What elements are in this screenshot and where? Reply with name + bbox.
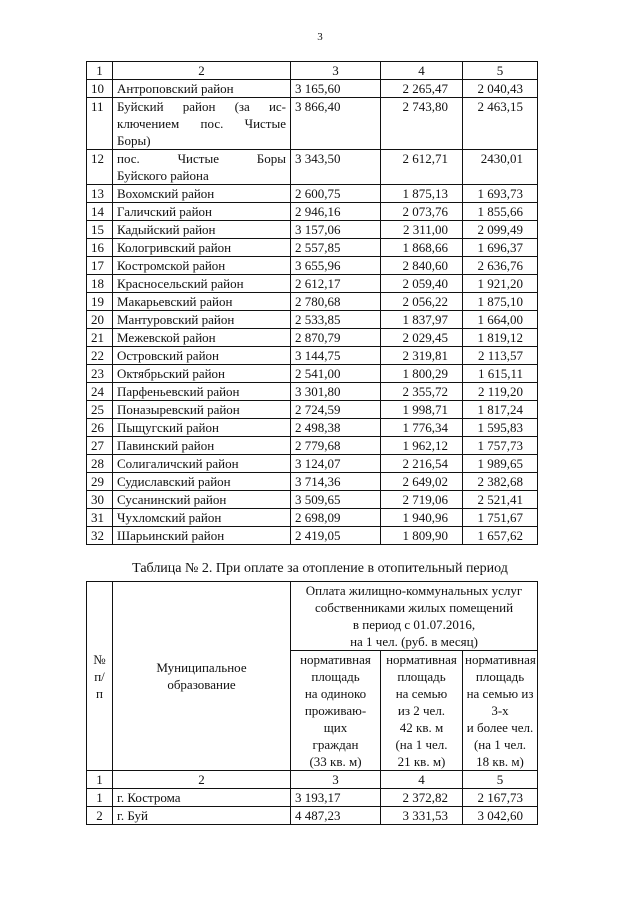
municipality-name: Парфеньевский район — [113, 383, 291, 401]
value-two-person: 2 612,71 — [381, 150, 463, 185]
header-three-plus — [463, 651, 538, 771]
value-three-plus: 2 119,20 — [463, 383, 538, 401]
value-single: 2 541,00 — [291, 365, 381, 383]
cell-line: Боры) — [117, 133, 151, 148]
value-three-plus: 1 751,67 — [463, 509, 538, 527]
table-row — [87, 275, 538, 293]
value-two-person: 1 800,29 — [381, 365, 463, 383]
header-two-person — [381, 651, 463, 771]
row-number: 12 — [87, 150, 113, 185]
row-number: 27 — [87, 437, 113, 455]
value-two-person: 1 868,66 — [381, 239, 463, 257]
value-two-person: 1 809,90 — [381, 527, 463, 545]
row-number: 10 — [87, 80, 113, 98]
value-two-person: 2 649,02 — [381, 473, 463, 491]
cell-line: на одиноко — [304, 686, 367, 701]
row-number: 31 — [87, 509, 113, 527]
cell-line: 18 кв. м) — [476, 754, 524, 769]
column-number: 1 — [87, 62, 113, 80]
value-three-plus: 1 757,73 — [463, 437, 538, 455]
value-two-person: 2 372,82 — [381, 789, 463, 807]
row-number: 11 — [87, 98, 113, 150]
column-number: 2 — [113, 62, 291, 80]
value-single: 2 698,09 — [291, 509, 381, 527]
value-single: 2 870,79 — [291, 329, 381, 347]
table-row — [87, 455, 538, 473]
cell-line: Оплата жилищно-коммунальных услуг — [305, 583, 523, 598]
cell-line: 21 кв. м) — [397, 754, 446, 769]
table-row — [87, 203, 538, 221]
header-number — [87, 582, 113, 771]
value-single: 2 557,85 — [291, 239, 381, 257]
table-row — [87, 257, 538, 275]
value-three-plus: 1 819,12 — [463, 329, 538, 347]
value-single: 2 612,17 — [291, 275, 381, 293]
value-two-person: 2 719,06 — [381, 491, 463, 509]
row-number: 20 — [87, 311, 113, 329]
table-row — [87, 473, 538, 491]
value-three-plus: 1 693,73 — [463, 185, 538, 203]
value-two-person: 2 056,22 — [381, 293, 463, 311]
row-number: 26 — [87, 419, 113, 437]
cell-line: щих — [323, 720, 348, 735]
cell-line: граждан — [312, 737, 359, 752]
cell-line: (33 кв. м) — [309, 754, 362, 769]
column-number: 5 — [463, 771, 538, 789]
municipality-name: Пыщугский район — [113, 419, 291, 437]
table-row — [87, 401, 538, 419]
value-three-plus: 1 664,00 — [463, 311, 538, 329]
row-number: 19 — [87, 293, 113, 311]
column-number: 3 — [291, 62, 381, 80]
value-single: 2 779,68 — [291, 437, 381, 455]
cell-line: 42 кв. м — [399, 720, 444, 735]
value-three-plus: 2 636,76 — [463, 257, 538, 275]
value-three-plus: 2 040,43 — [463, 80, 538, 98]
value-single: 3 655,96 — [291, 257, 381, 275]
cell-line: № — [93, 651, 106, 667]
row-number: 17 — [87, 257, 113, 275]
row-number: 18 — [87, 275, 113, 293]
value-three-plus: 1 855,66 — [463, 203, 538, 221]
municipality-name: Красносельский район — [113, 275, 291, 293]
municipality-name: Шарьинский район — [113, 527, 291, 545]
value-single: 3 144,75 — [291, 347, 381, 365]
table-row — [87, 491, 538, 509]
value-two-person: 1 776,34 — [381, 419, 463, 437]
value-three-plus: 1 921,20 — [463, 275, 538, 293]
value-two-person: 1 962,12 — [381, 437, 463, 455]
value-three-plus: 1 615,11 — [463, 365, 538, 383]
cell-line: на семью из — [466, 686, 534, 701]
municipality-name: Вохомский район — [113, 185, 291, 203]
municipality-name: г. Буй — [113, 807, 291, 825]
value-two-person: 2 355,72 — [381, 383, 463, 401]
value-two-person: 1 940,96 — [381, 509, 463, 527]
value-three-plus: 2 099,49 — [463, 221, 538, 239]
row-number: 2 — [87, 807, 113, 825]
cell-line: нормативная — [465, 652, 536, 667]
cell-line: Буйский район (за ис- — [117, 99, 286, 114]
cell-line: на 1 чел. (руб. в месяц) — [350, 634, 478, 649]
value-three-plus: 2430,01 — [463, 150, 538, 185]
cell-line: и более чел. — [466, 720, 534, 735]
municipality-name: Межевской район — [113, 329, 291, 347]
municipality-name — [113, 98, 291, 150]
value-three-plus: 1 817,24 — [463, 401, 538, 419]
municipality-name: г. Кострома — [113, 789, 291, 807]
cell-line: нормативная — [300, 652, 371, 667]
municipality-name: Судиславский район — [113, 473, 291, 491]
value-three-plus: 1 875,10 — [463, 293, 538, 311]
header-payment-group — [291, 582, 538, 651]
municipality-name: Кологривский район — [113, 239, 291, 257]
table-row — [87, 807, 538, 825]
header-numbering-row — [87, 771, 538, 789]
table-row — [87, 98, 538, 150]
table-row — [87, 437, 538, 455]
cell-line: из 2 чел. — [397, 703, 446, 718]
value-single: 2 780,68 — [291, 293, 381, 311]
municipality-name: Октябрьский район — [113, 365, 291, 383]
table-row — [87, 80, 538, 98]
cell-line: 3-х — [491, 703, 509, 718]
value-three-plus: 2 463,15 — [463, 98, 538, 150]
column-number: 1 — [87, 771, 113, 789]
municipality-name: Костромской район — [113, 257, 291, 275]
cell-line: нормативная — [386, 652, 457, 667]
column-number: 4 — [381, 771, 463, 789]
column-number: 4 — [381, 62, 463, 80]
table-row — [87, 419, 538, 437]
value-single: 3 509,65 — [291, 491, 381, 509]
value-single: 2 946,16 — [291, 203, 381, 221]
municipality-name: Антроповский район — [113, 80, 291, 98]
value-single: 2 724,59 — [291, 401, 381, 419]
table-row — [87, 365, 538, 383]
value-two-person: 2 311,00 — [381, 221, 463, 239]
column-number: 3 — [291, 771, 381, 789]
value-two-person: 1 837,97 — [381, 311, 463, 329]
value-single: 3 343,50 — [291, 150, 381, 185]
municipality-name: Поназыревский район — [113, 401, 291, 419]
value-three-plus: 2 167,73 — [463, 789, 538, 807]
cell-line: (на 1 чел. — [473, 737, 527, 752]
row-number: 23 — [87, 365, 113, 383]
row-number: 29 — [87, 473, 113, 491]
cell-line: в период с 01.07.2016, — [352, 617, 476, 632]
municipality-name: Сусанинский район — [113, 491, 291, 509]
value-three-plus: 1 989,65 — [463, 455, 538, 473]
municipality-name: Макарьевский район — [113, 293, 291, 311]
table-row — [87, 527, 538, 545]
row-number: 13 — [87, 185, 113, 203]
row-number: 28 — [87, 455, 113, 473]
value-two-person: 2 265,47 — [381, 80, 463, 98]
value-two-person: 3 331,53 — [381, 807, 463, 825]
table-row — [87, 347, 538, 365]
table-2-caption: Таблица № 2. При оплате за отопление в отопительный период — [132, 561, 508, 576]
municipality-name: Островский район — [113, 347, 291, 365]
row-number: 21 — [87, 329, 113, 347]
value-single: 3 165,60 — [291, 80, 381, 98]
value-two-person: 2 216,54 — [381, 455, 463, 473]
cell-line: площадь — [397, 669, 446, 684]
table-row — [87, 383, 538, 401]
row-number: 1 — [87, 789, 113, 807]
row-number: 16 — [87, 239, 113, 257]
value-three-plus: 1 657,62 — [463, 527, 538, 545]
row-number: 32 — [87, 527, 113, 545]
table-row — [87, 185, 538, 203]
cell-line: (на 1 чел. — [395, 737, 448, 752]
value-single: 3 301,80 — [291, 383, 381, 401]
value-two-person: 1 875,13 — [381, 185, 463, 203]
value-two-person: 2 743,80 — [381, 98, 463, 150]
value-three-plus: 2 521,41 — [463, 491, 538, 509]
value-two-person: 2 319,81 — [381, 347, 463, 365]
table-row — [87, 150, 538, 185]
cell-line: площадь — [475, 669, 525, 684]
cell-line: п/п — [94, 668, 105, 701]
value-single: 3 193,17 — [291, 789, 381, 807]
table-row — [87, 221, 538, 239]
value-three-plus: 3 042,60 — [463, 807, 538, 825]
table-row — [87, 789, 538, 807]
tariff-table-2 — [86, 581, 538, 825]
value-two-person: 2 840,60 — [381, 257, 463, 275]
value-three-plus: 1 696,37 — [463, 239, 538, 257]
value-single: 3 124,07 — [291, 455, 381, 473]
cell-line: образование — [167, 677, 236, 692]
table-row — [87, 509, 538, 527]
row-number: 22 — [87, 347, 113, 365]
value-three-plus: 2 113,57 — [463, 347, 538, 365]
value-single: 3 866,40 — [291, 98, 381, 150]
column-number: 5 — [463, 62, 538, 80]
header-row — [87, 582, 538, 651]
row-number: 25 — [87, 401, 113, 419]
municipality-name: Павинский район — [113, 437, 291, 455]
value-single: 4 487,23 — [291, 807, 381, 825]
cell-line: пос. Чистые Боры — [117, 151, 286, 166]
value-two-person: 1 998,71 — [381, 401, 463, 419]
cell-line: на семью — [395, 686, 448, 701]
value-three-plus: 2 382,68 — [463, 473, 538, 491]
cell-line: Муниципальное — [156, 660, 247, 675]
table-row — [87, 311, 538, 329]
municipality-name: Чухломский район — [113, 509, 291, 527]
value-single: 2 533,85 — [291, 311, 381, 329]
column-number: 2 — [113, 771, 291, 789]
row-number: 24 — [87, 383, 113, 401]
cell-line: Буйского района — [117, 168, 209, 183]
row-number: 14 — [87, 203, 113, 221]
municipality-name: Мантуровский район — [113, 311, 291, 329]
header-numbering-row — [87, 62, 538, 80]
table-row — [87, 293, 538, 311]
value-single: 3 157,06 — [291, 221, 381, 239]
value-two-person: 2 029,45 — [381, 329, 463, 347]
cell-line: ключением пос. Чистые — [117, 116, 286, 131]
header-single — [291, 651, 381, 771]
row-number: 15 — [87, 221, 113, 239]
value-two-person: 2 059,40 — [381, 275, 463, 293]
cell-line: площадь — [311, 669, 360, 684]
value-two-person: 2 073,76 — [381, 203, 463, 221]
value-single: 3 714,36 — [291, 473, 381, 491]
value-single: 2 419,05 — [291, 527, 381, 545]
header-municipality — [113, 582, 291, 771]
municipality-name: Солигаличский район — [113, 455, 291, 473]
value-single: 2 498,38 — [291, 419, 381, 437]
value-three-plus: 1 595,83 — [463, 419, 538, 437]
row-number: 30 — [87, 491, 113, 509]
table-row — [87, 239, 538, 257]
cell-line: проживаю- — [304, 703, 367, 718]
table-row — [87, 329, 538, 347]
municipality-name: Галичский район — [113, 203, 291, 221]
tariff-table-1 — [86, 61, 538, 545]
cell-line: собственниками жилых помещений — [314, 600, 514, 615]
value-single: 2 600,75 — [291, 185, 381, 203]
municipality-name: Кадыйский район — [113, 221, 291, 239]
municipality-name — [113, 150, 291, 185]
page-number: 3 — [317, 31, 323, 43]
